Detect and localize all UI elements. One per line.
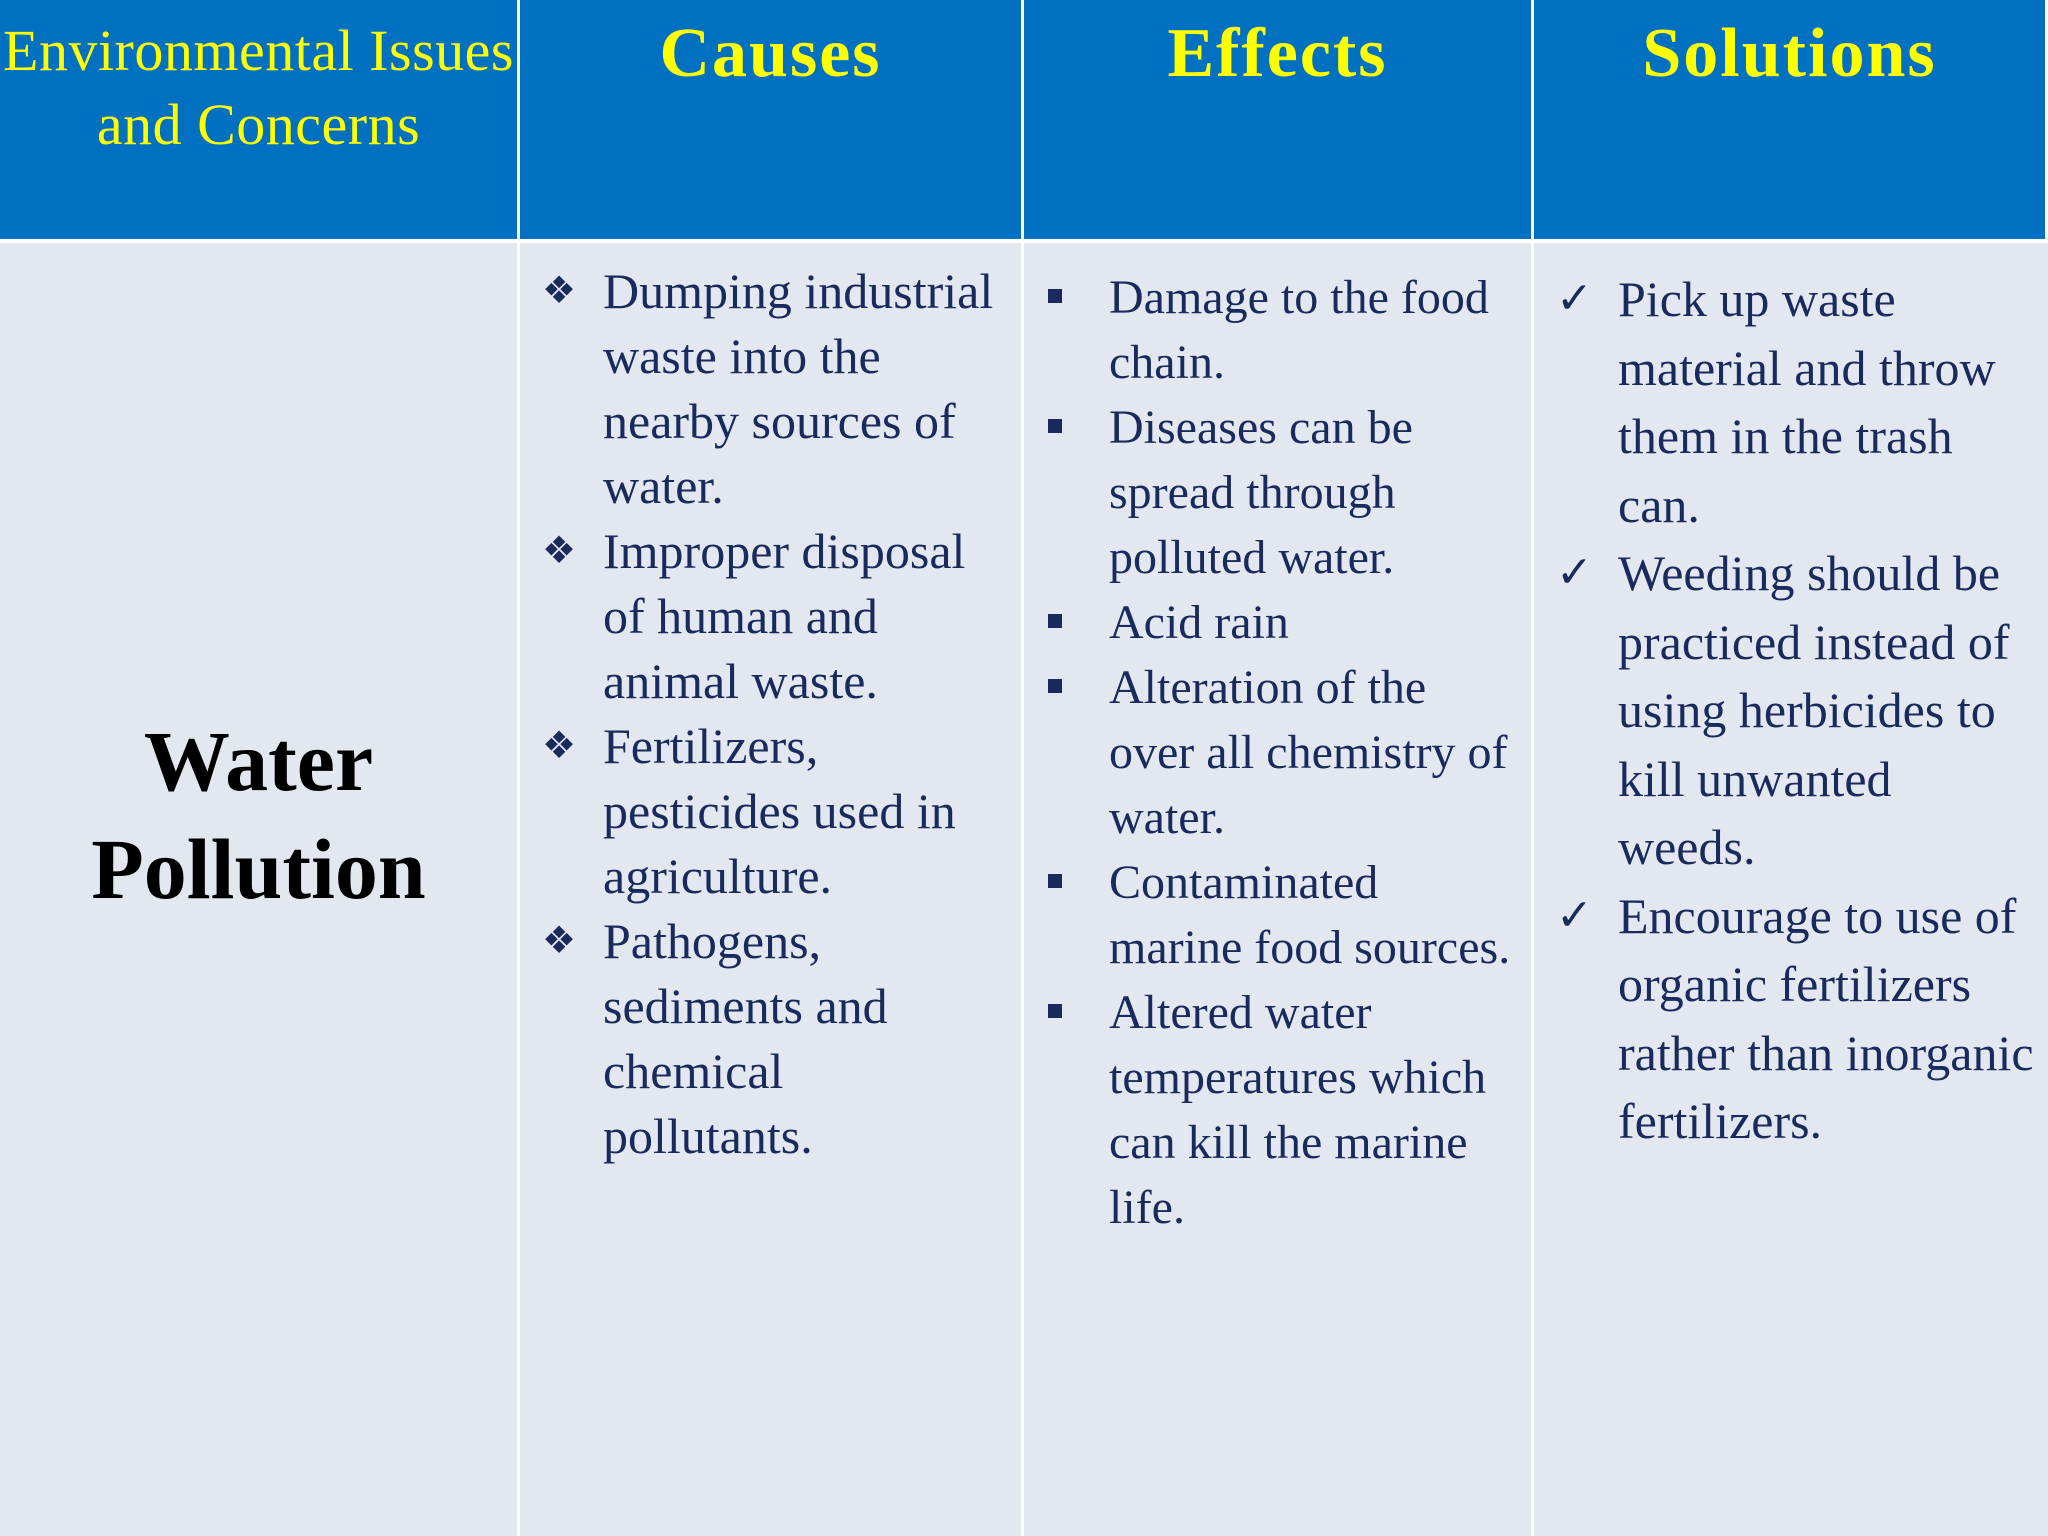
- cause-text: Dumping industrial waste into the nearby sources of water.: [603, 263, 994, 514]
- effect-item: [1024, 265, 1531, 395]
- cause-text: Fertilizers, pesticides used in agriculture.: [603, 718, 956, 904]
- square-bullet-icon: [1048, 874, 1062, 888]
- cause-item: [520, 259, 1021, 519]
- header-effects-label: Effects: [1167, 15, 1388, 92]
- solutions-list: [1534, 243, 2048, 1156]
- issue-cell: [0, 243, 520, 1536]
- cause-item: [520, 714, 1021, 909]
- effect-item: [1024, 980, 1531, 1240]
- effect-text: Acid rain: [1109, 596, 1289, 649]
- header-solutions: [1534, 0, 2048, 243]
- effect-text: Alteration of the over all chemistry of water.: [1109, 661, 1508, 844]
- square-bullet-icon: [1048, 419, 1062, 433]
- solution-text: Pick up waste material and throw them in the trash can.: [1618, 271, 1996, 533]
- four-diamond-bullet-icon: ❖: [542, 530, 577, 572]
- effect-text: Damage to the food chain.: [1109, 271, 1489, 389]
- cause-text: Improper disposal of human and animal waste.: [603, 523, 966, 709]
- four-diamond-bullet-icon: ❖: [542, 920, 577, 962]
- solution-item: [1534, 882, 2048, 1156]
- square-bullet-icon: [1048, 1004, 1062, 1018]
- solution-item: [1534, 539, 2048, 882]
- solution-text: Encourage to use of organic fertilizers rather than inorganic fertilizers.: [1618, 887, 2034, 1149]
- header-issues-label: Environmental Issues and Concerns: [3, 18, 514, 157]
- causes-cell: [520, 243, 1024, 1536]
- effect-item: [1024, 395, 1531, 590]
- four-diamond-bullet-icon: ❖: [542, 725, 577, 767]
- cause-item: [520, 909, 1021, 1169]
- effects-cell: [1024, 243, 1534, 1536]
- effects-list: [1024, 243, 1531, 1240]
- effect-text: Altered water temperatures which can kill the marine life.: [1109, 986, 1487, 1234]
- cause-text: Pathogens, sediments and chemical pollutants.: [603, 913, 888, 1164]
- effect-text: Contaminated marine food sources.: [1109, 856, 1511, 974]
- header-causes-label: Causes: [659, 15, 882, 92]
- effect-text: Diseases can be spread through polluted water.: [1109, 401, 1413, 584]
- header-solutions-label: Solutions: [1642, 15, 1937, 92]
- check-mark-icon: ✓: [1556, 890, 1593, 940]
- four-diamond-bullet-icon: ❖: [542, 270, 577, 312]
- header-issues: [0, 0, 520, 243]
- check-mark-icon: ✓: [1556, 548, 1593, 597]
- square-bullet-icon: [1048, 679, 1062, 693]
- square-bullet-icon: [1048, 614, 1062, 628]
- header-causes: [520, 0, 1024, 243]
- check-mark-icon: ✓: [1556, 274, 1593, 323]
- effect-item: [1024, 590, 1531, 655]
- effect-item: [1024, 850, 1531, 980]
- solution-text: Weeding should be practiced instead of using herbicides to kill unwanted weeds.: [1618, 545, 2010, 875]
- header-effects: [1024, 0, 1534, 243]
- square-bullet-icon: [1048, 289, 1062, 303]
- effect-item: [1024, 655, 1531, 850]
- solution-item: [1534, 265, 2048, 539]
- issue-title: Water Pollution: [91, 712, 426, 917]
- solutions-cell: [1534, 243, 2048, 1536]
- causes-list: [520, 243, 1021, 1169]
- cause-item: [520, 519, 1021, 714]
